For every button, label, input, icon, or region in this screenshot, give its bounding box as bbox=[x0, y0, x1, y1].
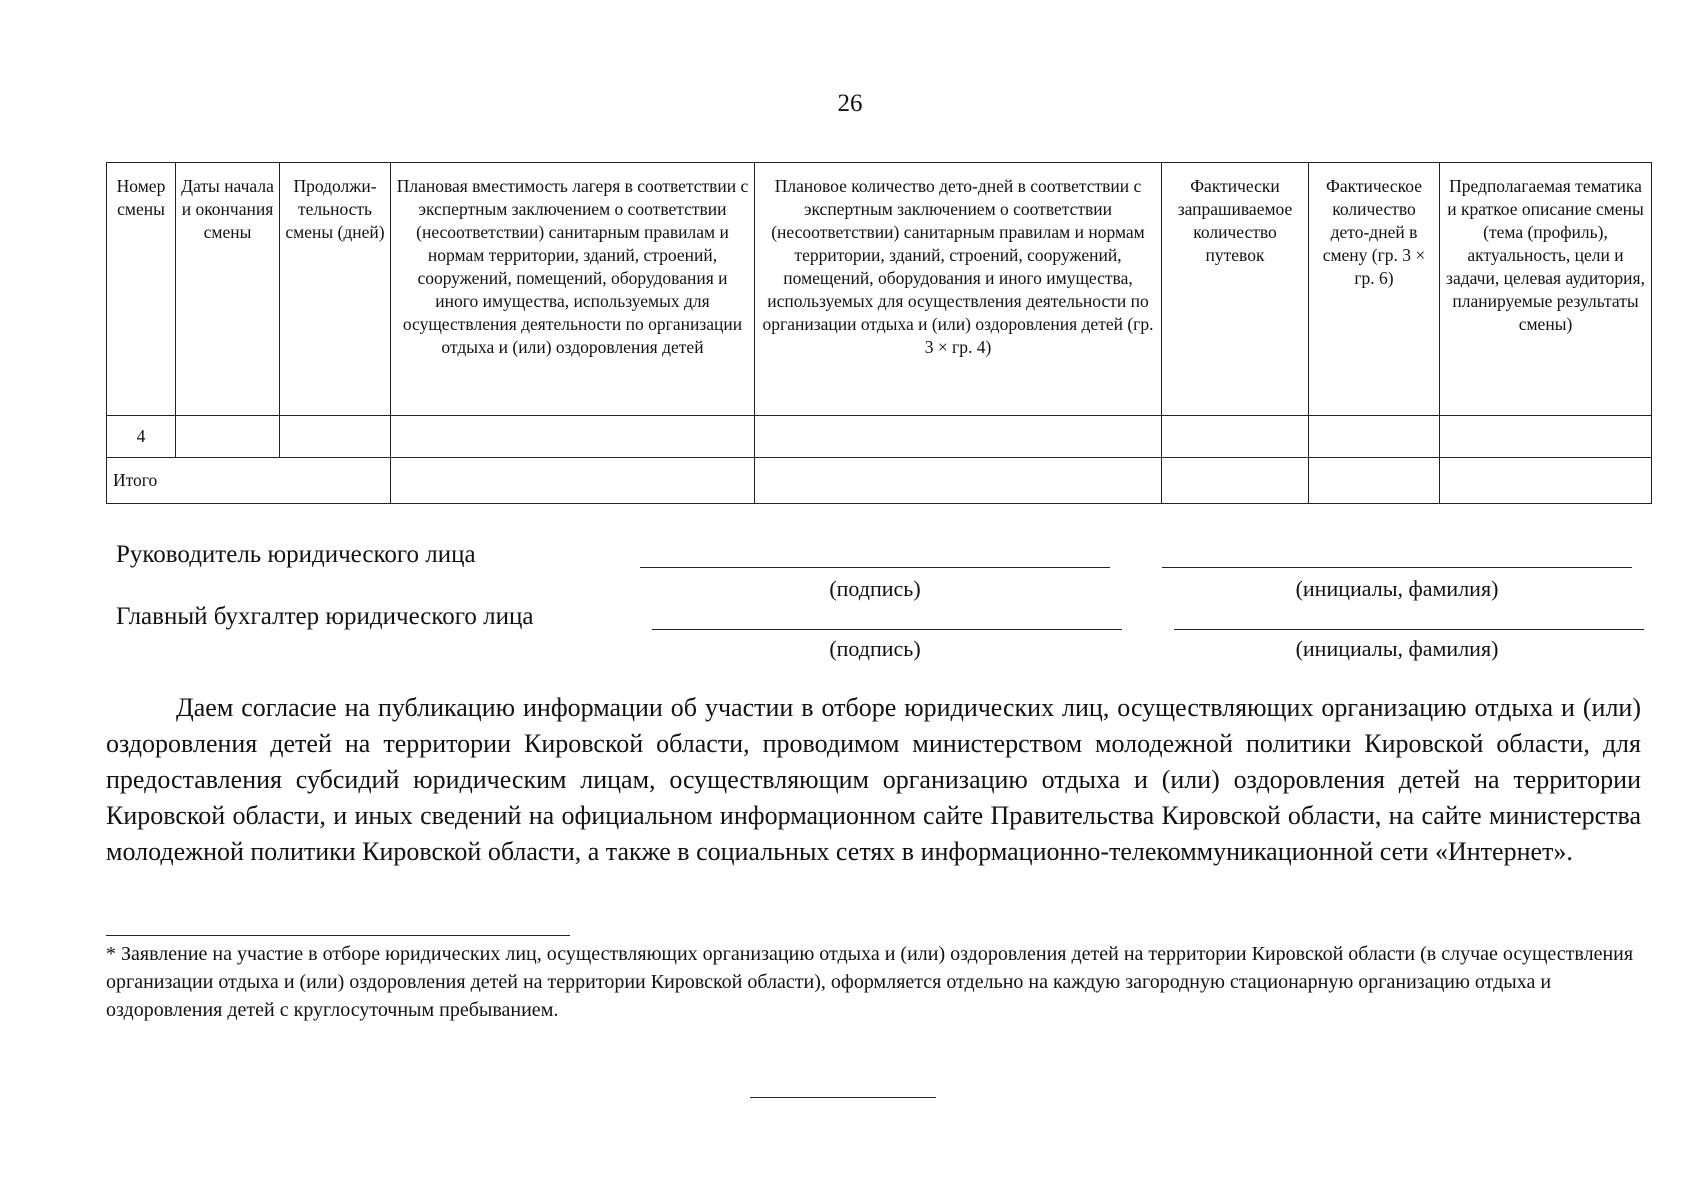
vouchers-cell[interactable] bbox=[1162, 416, 1309, 458]
capacity-cell[interactable] bbox=[391, 416, 755, 458]
total-planned-days-cell[interactable] bbox=[755, 458, 1162, 504]
header-actual-child-days: Фактическое количество дето-дней в смену (гр. 3 × гр. 6) bbox=[1309, 163, 1440, 416]
total-label: Итого bbox=[107, 458, 391, 504]
document-end-rule bbox=[750, 1097, 936, 1098]
total-theme-cell[interactable] bbox=[1440, 458, 1652, 504]
accountant-name-line[interactable] bbox=[1174, 629, 1644, 630]
header-requested-vouchers: Фактически запрашиваемое количество путевок bbox=[1162, 163, 1309, 416]
head-signature-line[interactable] bbox=[640, 567, 1110, 568]
total-capacity-cell[interactable] bbox=[391, 458, 755, 504]
planned-days-cell[interactable] bbox=[755, 416, 1162, 458]
actual-days-cell[interactable] bbox=[1309, 416, 1440, 458]
accountant-signature-caption: (подпись) bbox=[829, 636, 921, 661]
footnote: * Заявление на участие в отборе юридических лиц, осуществляющих организацию отдыха и (или) оздоровления детей на территории Кировской области (в случае осуществления организации отдыха и (или) оздоровления детей на территории Кировской области), оформляется отдельно на каждую загородную стационарную организацию отдыха и оздоровления детей с круглосуточным пребыванием. bbox=[106, 943, 1634, 1021]
head-signature-label: Руководитель юридического лица bbox=[116, 541, 476, 568]
consent-paragraph: Даем согласие на публикацию информации об участии в отборе юридических лиц, осуществляющих организацию отдыха и (или) оздоровления детей на территории Кировской области, проводимом министерством молодежной политики Кировской области, для предоставления субсидий юридическим лицам, осуществляющим организацию отдыха и (или) оздоровления детей на территории Кировской области, и иных сведений на официальном информационном сайте Правительства Кировской области, на сайте министерства молодежной политики Кировской области, а также в социальных сетях в информационно-телекоммуникационной сети «Интернет». bbox=[106, 693, 1641, 866]
total-row bbox=[107, 458, 1652, 504]
page-number: 26 bbox=[837, 90, 863, 117]
header-shift-number: Номер смены bbox=[107, 163, 176, 416]
duration-cell[interactable] bbox=[280, 416, 391, 458]
header-shift-duration: Продолжи-тельность смены (дней) bbox=[280, 163, 391, 416]
head-name-caption: (инициалы, фамилия) bbox=[1295, 576, 1499, 601]
shift-number-cell: 4 bbox=[107, 416, 176, 458]
accountant-signature-line[interactable] bbox=[652, 629, 1122, 630]
total-actual-days-cell[interactable] bbox=[1309, 458, 1440, 504]
footnote-divider bbox=[106, 935, 570, 936]
theme-cell[interactable] bbox=[1440, 416, 1652, 458]
dates-cell[interactable] bbox=[176, 416, 280, 458]
head-signature-caption: (подпись) bbox=[829, 576, 921, 601]
shift-table bbox=[106, 162, 1652, 504]
accountant-signature-label: Главный бухгалтер юридического лица bbox=[116, 603, 534, 630]
header-shift-dates: Даты начала и окончания смены bbox=[176, 163, 280, 416]
table-row bbox=[107, 416, 1652, 458]
header-planned-child-days: Плановое количество дето-дней в соответствии с экспертным заключением о соответствии (несоответствии) санитарным правилам и нормам территории, зданий, строений, сооружений, помещений, оборудования и иного имущества, используемых для осуществления деятельности по организации отдыха и (или) оздоровления детей (гр. 3 × гр. 4) bbox=[755, 163, 1162, 416]
header-planned-capacity: Плановая вместимость лагеря в соответствии с экспертным заключением о соответствии (несоответствии) санитарным правилам и нормам территории, зданий, строений, сооружений, помещений, оборудования и иного имущества, используемых для осуществления деятельности по организации отдыха и (или) оздоровления детей bbox=[391, 163, 755, 416]
table-header-row bbox=[107, 163, 1652, 416]
head-name-line[interactable] bbox=[1162, 567, 1632, 568]
header-shift-theme: Предполагаемая тематика и краткое описание смены (тема (профиль), актуальность, цели и задачи, целевая аудитория, планируемые результаты смены) bbox=[1440, 163, 1652, 416]
total-vouchers-cell[interactable] bbox=[1162, 458, 1309, 504]
accountant-name-caption: (инициалы, фамилия) bbox=[1295, 636, 1499, 661]
